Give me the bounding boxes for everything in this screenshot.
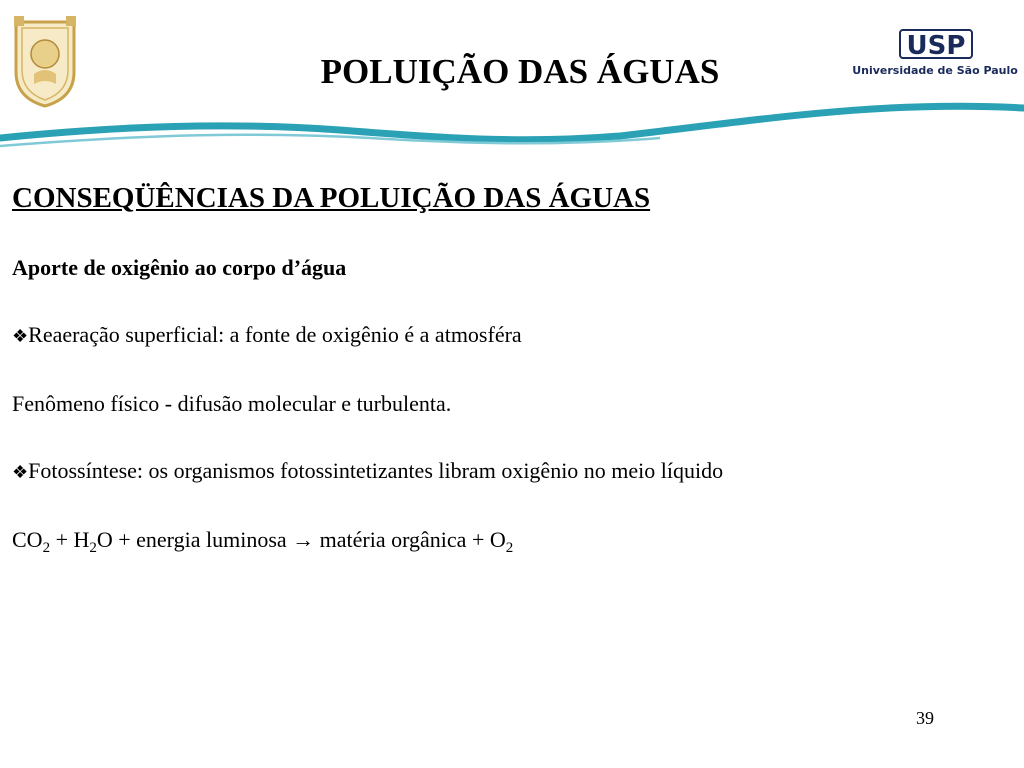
diamond-bullet-icon: ❖ [12,462,29,482]
usp-logo [852,26,1018,78]
bullet-text: Reaeração superficial: a fonte de oxigênio é a atmosféra [28,322,522,347]
page-number: 39 [916,708,934,728]
page-title: POLUIÇÃO DAS ÁGUAS [320,52,720,91]
bullet-item-photosynthesis [12,456,723,487]
header-wave-divider [0,88,1024,158]
paragraph-physical-phenomenon: Fenômeno físico - difusão molecular e turbulenta. [12,391,452,416]
section-subtitle: CONSEQÜÊNCIAS DA POLUIÇÃO DAS ÁGUAS [12,182,651,214]
section-heading: Aporte de oxigênio ao corpo d’água [12,255,347,280]
bullet-item-reaeration [12,320,522,351]
diamond-bullet-icon: ❖ [12,326,29,346]
usp-caption: Universidade de São Paulo [852,64,1018,77]
bullet-text: Fotossíntese: os organismos fotossintetizantes libram oxigênio no meio líquido [28,458,724,483]
photosynthesis-equation: $CO_2 + H_2O$ + energia luminosa → matéria orgânica + $O_2$ [12,527,514,556]
usp-logo-text: USP [906,31,966,61]
